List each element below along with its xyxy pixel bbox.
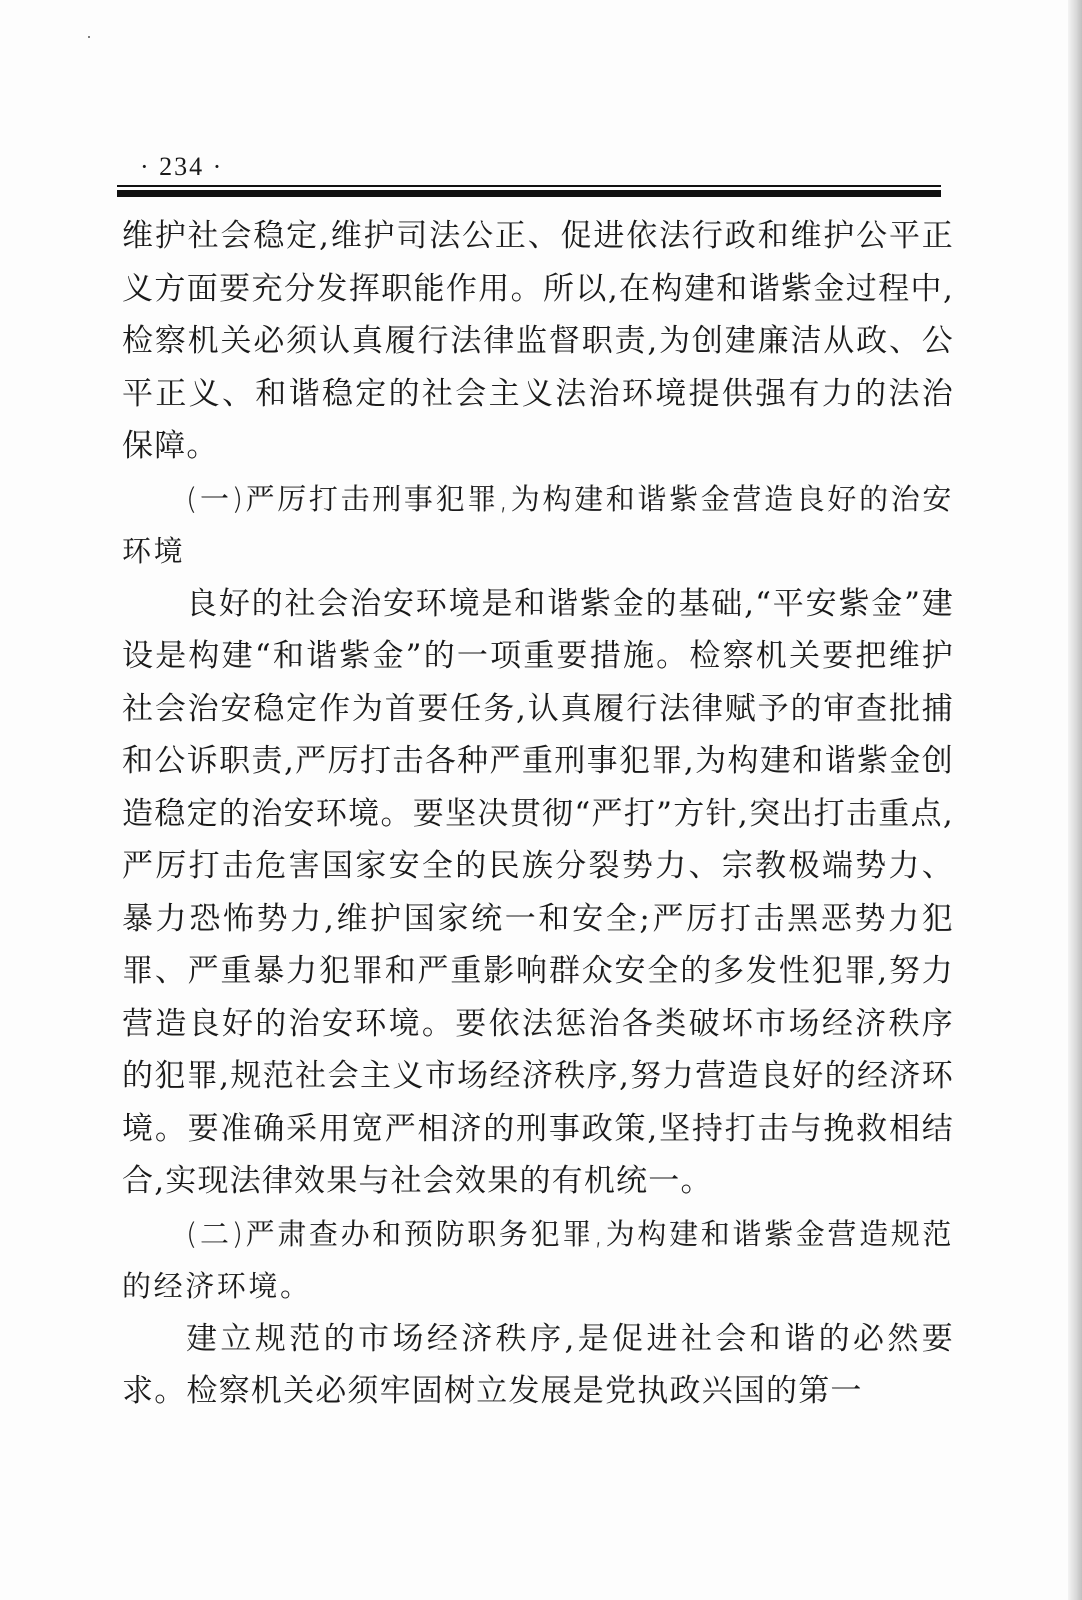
paragraph-section-2: 建立规范的市场经济秩序,是促进社会和谐的必然要求。检察机关必须牢固树立发展是党执政兴国的第一 bbox=[122, 1320, 954, 1409]
header-rule-thick bbox=[117, 190, 941, 197]
section-heading-1: (一)严厉打击刑事犯罪,为构建和谐紫金营造良好的治安环境 bbox=[122, 481, 954, 568]
header-rule-thin bbox=[117, 185, 941, 187]
paragraph-section-1: 良好的社会治安环境是和谐紫金的基础,“平安紫金”建设是构建“和谐紫金”的一项重要措施。检察机关要把维护社会治安稳定作为首要任务,认真履行法律赋予的审查批捕和公诉职责,严厉打击各种严重刑事犯罪,为构建和谐紫金创造稳定的治安环境。要坚决贯彻“严打”方针,突出打击重点,严厉打击危害国家安全的民族分裂势力、宗教极端势力、暴力恐怖势力,维护国家统一和安全;严厉打击黑恶势力犯罪、严重暴力犯罪和严重影响群众安全的多发性犯罪,努力营造良好的治安环境。要依法惩治各类破坏市场经济秩序的犯罪,规范社会主义市场经济秩序,努力营造良好的经济环境。要准确采用宽严相济的刑事政策,坚持打击与挽救相结合,实现法律效果与社会效果的有机统一。 bbox=[122, 585, 954, 1199]
scan-speck bbox=[88, 36, 90, 38]
body-text bbox=[122, 210, 954, 1418]
section-heading-2: (二)严肃查办和预防职务犯罪,为构建和谐紫金营造规范的经济环境。 bbox=[122, 1216, 954, 1303]
paragraph-continued: 维护社会稳定,维护司法公正、促进依法行政和维护公平正义方面要充分发挥职能作用。所以,在构建和谐紫金过程中,检察机关必须认真履行法律监督职责,为创建廉洁从政、公平正义、和谐稳定的社会主义法治环境提供强有力的法治保障。 bbox=[122, 218, 954, 464]
page-edge-shadow bbox=[1068, 0, 1082, 1600]
page-number: · 234 · bbox=[140, 152, 224, 181]
